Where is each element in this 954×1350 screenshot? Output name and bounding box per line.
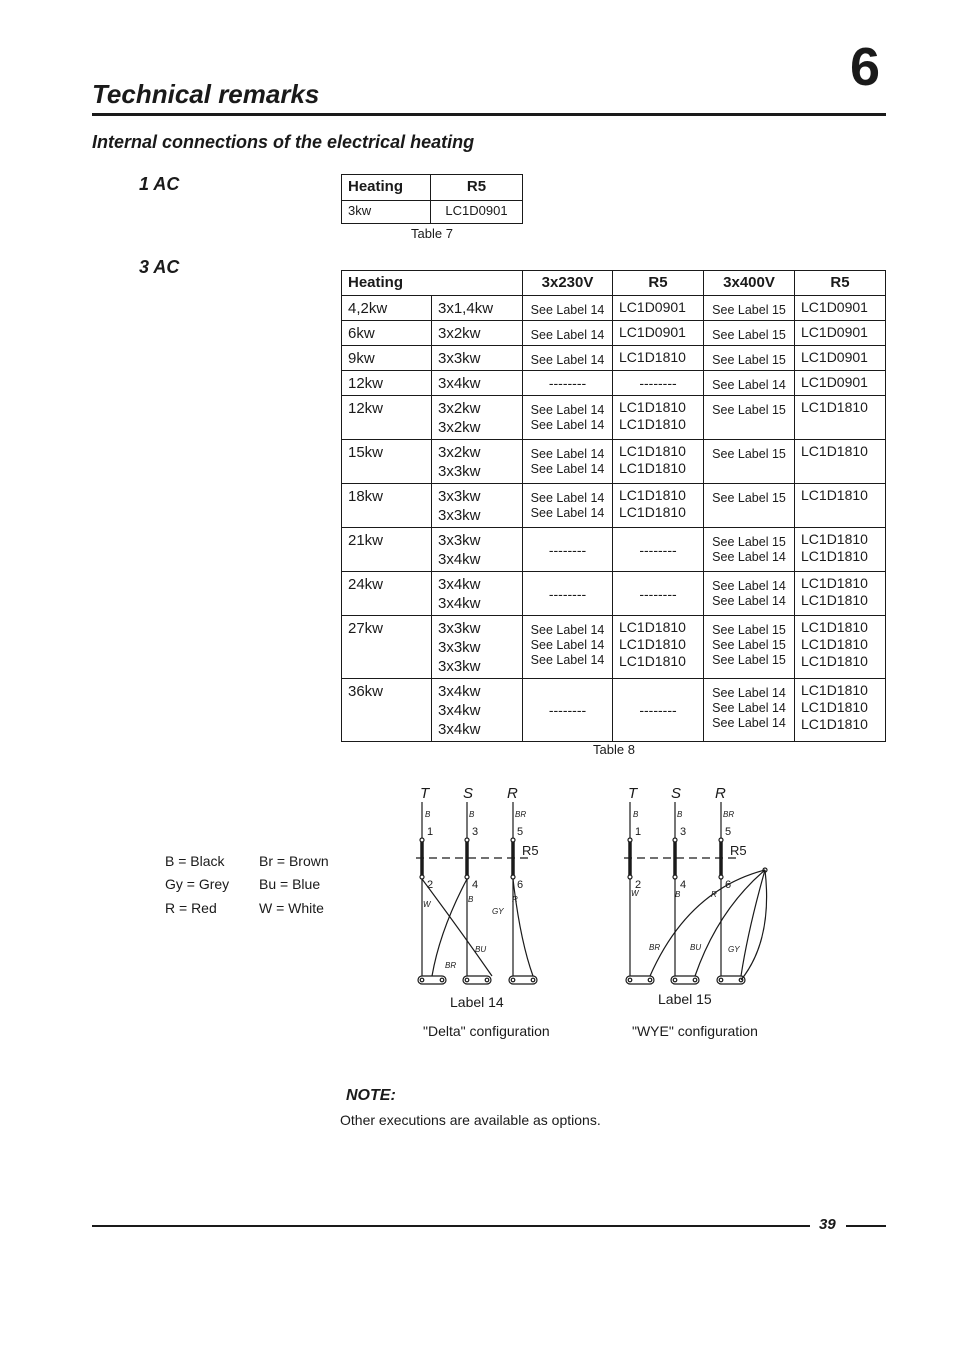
table-cell: -------- (613, 679, 704, 742)
table-cell: -------- (523, 572, 613, 616)
table-cell: See Label 15 (704, 396, 795, 440)
terminal-label: 4 (472, 879, 479, 891)
terminal-label: 2 (427, 879, 434, 891)
wire-color: BR (515, 810, 527, 819)
table-cell: -------- (613, 371, 704, 396)
table-row (342, 572, 886, 616)
table-cell: LC1D1810 LC1D1810 LC1D1810 (795, 616, 886, 679)
table-cell: -------- (613, 572, 704, 616)
table-cell: 4,2kw (342, 296, 432, 321)
table-header-cell: R5 (431, 175, 523, 201)
table-row (342, 321, 886, 346)
terminal-label: 6 (725, 879, 732, 891)
header-rule (92, 113, 886, 116)
terminal-label: 4 (680, 879, 687, 891)
wire-color: W (631, 889, 639, 898)
wire-color: BU (690, 943, 702, 952)
table-row (342, 679, 886, 742)
terminal-label: 2 (635, 879, 642, 891)
table-cell: See Label 15 (704, 440, 795, 484)
legend-white: W = White (259, 900, 324, 916)
table-row (342, 616, 886, 679)
table-cell: -------- (523, 371, 613, 396)
note-heading: NOTE: (346, 1087, 396, 1104)
table-cell: See Label 14 (704, 371, 795, 396)
table-cell: 3x3kw (432, 346, 523, 371)
table-7 (341, 174, 523, 224)
table-cell: 3x3kw 3x3kw 3x3kw (432, 616, 523, 679)
table-row (342, 296, 886, 321)
wire-color: B (675, 890, 681, 899)
table-cell: LC1D1810 (795, 396, 886, 440)
table-header-cell: 3x400V (704, 271, 795, 296)
table-header-row (342, 271, 886, 296)
table-cell: LC1D1810 LC1D1810 (795, 572, 886, 616)
wire-color: B (425, 810, 431, 819)
table-row (342, 484, 886, 528)
table-cell: 12kw (342, 396, 432, 440)
terminal-label: 1 (427, 826, 434, 838)
table-cell: See Label 14 (523, 346, 613, 371)
table-cell: See Label 15 (704, 296, 795, 321)
table-header-cell: Heating (342, 271, 523, 296)
table-cell: LC1D1810 (795, 440, 886, 484)
wire-color: B (677, 810, 683, 819)
table-header-row (342, 175, 523, 201)
legend-blue: Bu = Blue (259, 876, 321, 892)
phase-label: R (715, 785, 726, 802)
wire-color: B (633, 810, 639, 819)
wire-color: B (468, 895, 474, 904)
terminal-label: 5 (725, 826, 732, 838)
legend-red: R = Red (165, 900, 217, 916)
table-cell: See Label 15 See Label 14 (704, 528, 795, 572)
chapter-number: 6 (850, 37, 881, 97)
table-cell: See Label 14 See Label 14 See Label 14 (523, 616, 613, 679)
table-cell: See Label 15 (704, 484, 795, 528)
wye-config-label: "WYE" configuration (632, 1023, 758, 1039)
relay-label: R5 (730, 843, 747, 858)
table-cell: LC1D1810 (795, 484, 886, 528)
table-cell: See Label 14 See Label 14 (523, 484, 613, 528)
table-cell: -------- (523, 528, 613, 572)
table-cell: 12kw (342, 371, 432, 396)
table-row (342, 346, 886, 371)
wye-diagram (624, 785, 767, 984)
table-cell: LC1D0901 (431, 201, 523, 224)
section-1ac: 1 AC (139, 174, 180, 194)
table-cell: 27kw (342, 616, 432, 679)
wire-color: BR (723, 810, 735, 819)
table-cell: See Label 14 (523, 321, 613, 346)
table-cell: 3x4kw (432, 371, 523, 396)
legend-black: B = Black (165, 853, 225, 869)
table-cell: See Label 15 See Label 15 See Label 15 (704, 616, 795, 679)
table-cell: 3x4kw 3x4kw 3x4kw (432, 679, 523, 742)
delta-diagram (416, 785, 539, 984)
phase-label: R (507, 785, 518, 802)
legend-grey: Gy = Grey (165, 876, 230, 892)
wye-label: Label 15 (658, 991, 712, 1007)
wire-color: R (711, 890, 717, 899)
terminal-label: 5 (517, 826, 524, 838)
table-cell: LC1D0901 (795, 296, 886, 321)
table-cell: LC1D1810 LC1D1810 LC1D1810 (613, 616, 704, 679)
table-row (342, 201, 523, 224)
wire-color: BU (475, 945, 487, 954)
wire-color: BR (649, 943, 661, 952)
table-cell: LC1D0901 (613, 296, 704, 321)
table-cell: LC1D1810 LC1D1810 (795, 528, 886, 572)
table-header-cell: Heating (342, 175, 431, 201)
section-subtitle: Internal connections of the electrical heating (92, 132, 475, 152)
table-8-caption: Table 8 (593, 742, 635, 757)
table-8-body (342, 296, 886, 742)
table-row (342, 528, 886, 572)
phase-label: T (628, 785, 638, 802)
delta-config-label: "Delta" configuration (423, 1023, 550, 1039)
wire-color: B (469, 810, 475, 819)
table-cell: LC1D1810 LC1D1810 (613, 396, 704, 440)
table-cell: LC1D0901 (613, 321, 704, 346)
phase-label: T (420, 785, 430, 802)
table-cell: See Label 14 See Label 14 (523, 396, 613, 440)
section-3ac: 3 AC (139, 257, 180, 277)
table-cell: 36kw (342, 679, 432, 742)
table-cell: 21kw (342, 528, 432, 572)
terminal-label: 3 (680, 826, 687, 838)
table-row (342, 371, 886, 396)
page-number: 39 (819, 1216, 836, 1233)
table-header-cell: 3x230V (523, 271, 613, 296)
wire-color: GY (492, 907, 504, 916)
table-row (342, 396, 886, 440)
table-cell: LC1D0901 (795, 371, 886, 396)
table-header-cell: R5 (613, 271, 704, 296)
relay-label: R5 (522, 843, 539, 858)
table-cell: 3x3kw 3x4kw (432, 528, 523, 572)
table-cell: 15kw (342, 440, 432, 484)
table-cell: LC1D0901 (795, 346, 886, 371)
table-cell: 18kw (342, 484, 432, 528)
table-cell: 24kw (342, 572, 432, 616)
table-cell: 3x2kw (432, 321, 523, 346)
table-cell: See Label 15 (704, 346, 795, 371)
table-cell: See Label 14 See Label 14 (523, 440, 613, 484)
table-8 (341, 270, 886, 742)
table-header-cell: R5 (795, 271, 886, 296)
table-7-caption: Table 7 (411, 226, 453, 241)
table-cell: See Label 15 (704, 321, 795, 346)
terminal-label: 6 (517, 879, 524, 891)
table-cell: LC1D1810 LC1D1810 (613, 440, 704, 484)
table-cell: LC1D0901 (795, 321, 886, 346)
wire-color: W (423, 900, 431, 909)
delta-label: Label 14 (450, 994, 504, 1010)
table-cell: 3kw (342, 201, 431, 224)
table-cell: See Label 14 See Label 14 See Label 14 (704, 679, 795, 742)
phase-label: S (463, 785, 474, 802)
table-cell: 6kw (342, 321, 432, 346)
terminal-label: 1 (635, 826, 642, 838)
note-text: Other executions are available as options. (340, 1112, 601, 1128)
table-cell: 9kw (342, 346, 432, 371)
table-cell: 3x3kw 3x3kw (432, 484, 523, 528)
table-cell: See Label 14 (523, 296, 613, 321)
table-row (342, 440, 886, 484)
footer-rule (92, 1225, 810, 1227)
phase-label: S (671, 785, 682, 802)
table-cell: LC1D1810 LC1D1810 LC1D1810 (795, 679, 886, 742)
table-cell: See Label 14 See Label 14 (704, 572, 795, 616)
wire-color: BR (445, 961, 457, 970)
legend-brown: Br = Brown (259, 853, 329, 869)
wire-color: R (512, 895, 518, 904)
table-cell: LC1D1810 (613, 346, 704, 371)
footer-rule-end (846, 1225, 886, 1227)
table-cell: 3x4kw 3x4kw (432, 572, 523, 616)
table-cell: LC1D1810 LC1D1810 (613, 484, 704, 528)
table-cell: 3x1,4kw (432, 296, 523, 321)
table-cell: 3x2kw 3x2kw (432, 396, 523, 440)
table-cell: -------- (613, 528, 704, 572)
wire-color: GY (728, 945, 740, 954)
terminal-label: 3 (472, 826, 479, 838)
table-cell: -------- (523, 679, 613, 742)
page-title: Technical remarks (92, 79, 320, 109)
table-cell: 3x2kw 3x3kw (432, 440, 523, 484)
